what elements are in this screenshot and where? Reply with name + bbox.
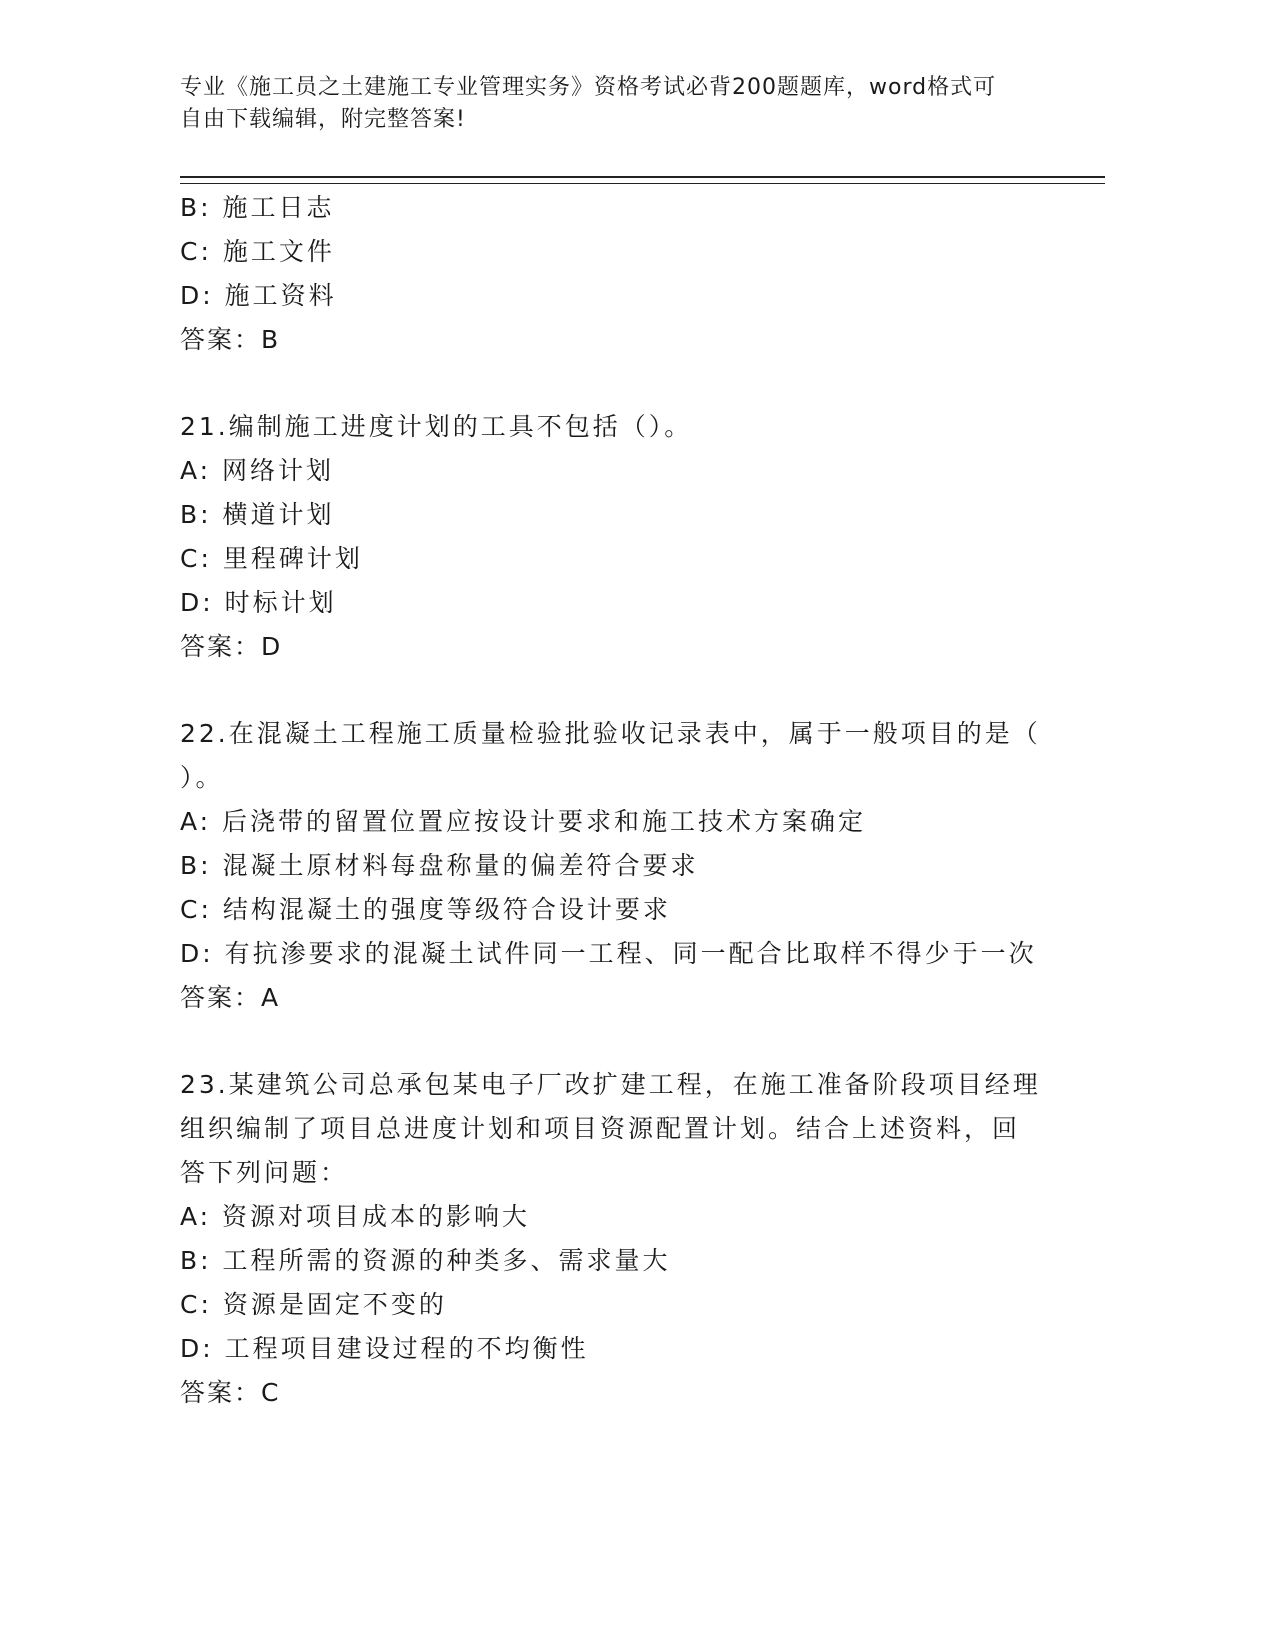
question-22 xyxy=(180,712,1050,1020)
question-21 xyxy=(180,405,1050,669)
question-text: 23.某建筑公司总承包某电子厂改扩建工程，在施工准备阶段项目经理 xyxy=(180,1070,1041,1099)
option-c: C: 里程碑计划 xyxy=(180,544,363,573)
option-d: D: 施工资料 xyxy=(180,281,337,310)
option-a: A: 网络计划 xyxy=(180,456,335,485)
header-divider xyxy=(180,176,1105,184)
option-a: A: 资源对项目成本的影响大 xyxy=(180,1202,531,1231)
question-text: 21.编制施工进度计划的工具不包括（）。 xyxy=(180,412,693,441)
option-b: B: 混凝土原材料每盘称量的偏差符合要求 xyxy=(180,851,699,880)
option-b: B: 施工日志 xyxy=(180,193,335,222)
header-line-1: 专业《施工员之土建施工专业管理实务》资格考试必背200题题库，word格式可 xyxy=(180,75,997,100)
document-header xyxy=(180,72,1040,136)
option-b: B: 工程所需的资源的种类多、需求量大 xyxy=(180,1246,671,1275)
option-c: C: 施工文件 xyxy=(180,237,335,266)
question-content xyxy=(180,186,1050,1415)
option-d: D: 工程项目建设过程的不均衡性 xyxy=(180,1334,589,1363)
option-c: C: 结构混凝土的强度等级符合设计要求 xyxy=(180,895,671,924)
previous-question-tail xyxy=(180,186,1050,362)
answer-line: 答案：B xyxy=(180,325,281,354)
question-text-continued: 组织编制了项目总进度计划和项目资源配置计划。结合上述资料，回 xyxy=(180,1114,1021,1143)
question-23 xyxy=(180,1063,1050,1415)
option-a: A: 后浇带的留置位置应按设计要求和施工技术方案确定 xyxy=(180,807,867,836)
option-d: D: 有抗渗要求的混凝土试件同一工程、同一配合比取样不得少于一次 xyxy=(180,939,1037,968)
answer-line: 答案：A xyxy=(180,983,281,1012)
option-c: C: 资源是固定不变的 xyxy=(180,1290,447,1319)
question-text-continued: 答下列问题： xyxy=(180,1158,349,1187)
answer-line: 答案：D xyxy=(180,632,283,661)
question-text-continued: ）。 xyxy=(180,763,224,792)
answer-line: 答案：C xyxy=(180,1378,281,1407)
question-text: 22.在混凝土工程施工质量检验批验收记录表中，属于一般项目的是（ xyxy=(180,719,1041,748)
option-b: B: 横道计划 xyxy=(180,500,335,529)
header-line-2: 自由下载编辑，附完整答案! xyxy=(180,107,466,132)
option-d: D: 时标计划 xyxy=(180,588,337,617)
